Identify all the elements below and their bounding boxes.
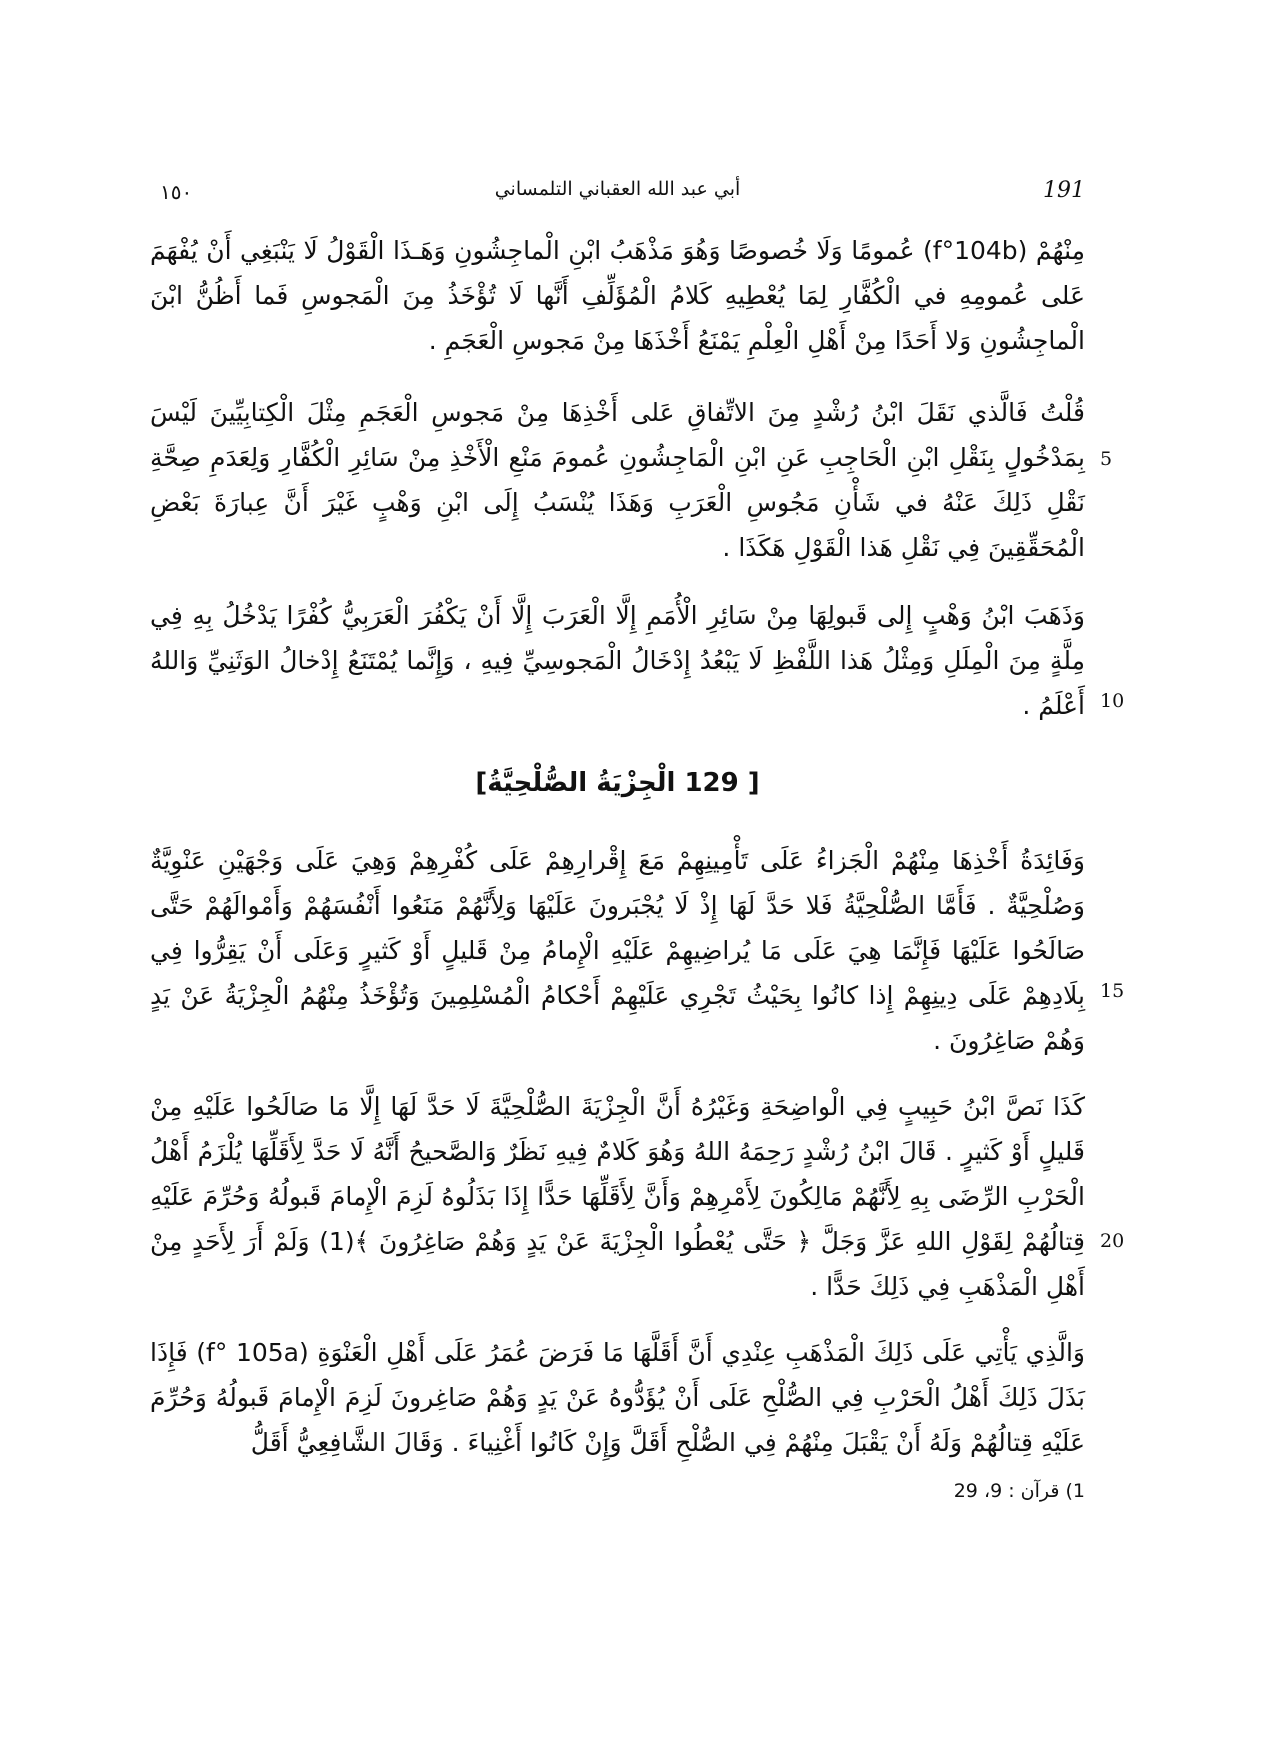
page-number-arabic: ١٥٠	[160, 180, 193, 204]
line-number: 5	[1100, 448, 1113, 470]
paragraph-6: وَالَّذِي يَأْتِي عَلَى ذَلِكَ الْمَذْهَبِ عِنْدِي أَنَّ أَقَلَّهَا مَا فَرَضَ عُمَرُ عَلَى أَهْلِ الْعَنْوَةِ (f° 105a) فَإِذَا بَذَلَ ذَلِكَ أَهْلُ الْحَرْبِ فِي الصُّلْحِ عَلَى أَنْ يُؤَدُّوهُ عَنْ يَدٍ وَهُمْ صَاغِرونَ لَزِمَ الْإِمامَ قَبولُهُ وَحُرِّمَ عَلَيْهِ قِتالُهُمْ وَلَهُ أَنْ يَقْبَلَ مِنْهُمْ فِي الصُّلْحِ أَقَلَّ وَإِنْ كَانُوا أَغْنِياءَ . وَقَالَ الشَّافِعِيُّ أَقَلُّ	[150, 1338, 1085, 1457]
paragraph-2: قُلْتُ فَالَّذي نَقَلَ ابْنُ رُشْدٍ مِنَ الاتِّفاقِ عَلى أَخْذِهَا مِنْ مَجوسِ الْعَجَمِ مِثْلَ الْكِتابِيِّينَ لَيْسَ بِمَدْخُولٍ بِنَقْلِ ابْنِ الْحَاجِبِ عَنِ ابْنِ الْمَاجِشُونِ عُمومَ مَنْعِ الْأَخْذِ مِنْ سَائِرِ الْكُفَّارِ وَلِعَدَمِ صِحَّةِ نَقْلِ ذَلِكَ عَنْهُ في شَأْنِ مَجُوسِ الْعَرَبِ وَهَذَا يُنْسَبُ إِلَى ابْنِ وَهْبٍ غَيْرَ أَنَّ عِبارَةَ بَعْضِ الْمُحَقِّقِينَ فِي نَقْلِ هَذا الْقَوْلِ هَكَذَا .	[150, 398, 1085, 562]
line-number: 15	[1100, 980, 1125, 1002]
line-number: 10	[1100, 690, 1125, 712]
paragraph-3: وَذَهَبَ ابْنُ وَهْبٍ إِلى قَبولِهَا مِنْ سَائِرِ الْأُمَمِ إِلَّا الْعَرَبَ إِلَّا أَنْ يَكْفُرَ الْعَرَبِيُّ كُفْرًا يَدْخُلُ بِهِ فِي مِلَّةٍ مِنَ الْمِلَلِ وَمِثْلُ هَذا اللَّفْظِ لَا يَبْعُدُ إِدْخَالُ الْمَجوسِيِّ فِيهِ ، وَإِنَّما يُمْتَنَعُ إِدْخالُ الوَثَنِيِّ وَاللهُ أَعْلَمُ .	[150, 601, 1085, 720]
running-head: أبي عبد الله العقباني التلمساني	[494, 178, 741, 200]
footnote: 1) قرآن : 9، 29	[953, 1480, 1085, 1502]
line-number: 20	[1100, 1230, 1125, 1252]
paragraph-4: وَفَائِدَةُ أَخْذِهَا مِنْهُمْ الْجَزاءُ عَلَى تَأْمِينِهِمْ مَعَ إِقْرارِهِمْ عَلَى كُفْرِهِمْ وَهِيَ عَلَى وَجْهَيْنِ عَنْوِيَّةٌ وَصُلْحِيَّةٌ . فَأَمَّا الصُّلْحِيَّةُ فَلا حَدَّ لَهَا إِذْ لَا يُجْبَرونَ عَلَيْهَا وَلِأَنَّهُمْ مَنَعُوا أَنْفُسَهُمْ وَأَمْوالَهُمْ حَتَّى صَالَحُوا عَلَيْهَا فَإِنَّمَا هِيَ عَلَى مَا يُراضِيهِمْ عَلَيْهِ الْإِمامُ مِنْ قَليلٍ أَوْ كَثيرٍ وَعَلَى أَنْ يَقِرُّوا فِي بِلَادِهِمْ عَلَى دِينِهِمْ إِذا كانُوا بِحَيْثُ تَجْرِي عَلَيْهِمْ أَحْكامُ الْمُسْلِمِينَ وَتُؤْخَذُ مِنْهُمُ الْجِزْيَةُ عَنْ يَدٍ وَهُمْ صَاغِرُونَ .	[150, 846, 1085, 1055]
page-header	[150, 178, 1085, 218]
paragraph-1: مِنْهُمْ (f°104b) عُمومًا وَلَا خُصوصًا وَهُوَ مَذْهَبُ ابْنِ الْماجِشُونِ وَهَـذَا الْقَوْلُ لَا يَنْبَغِي أَنْ يُفْهَمَ عَلى عُمومِهِ في الْكُفَّارِ لِمَا يُعْطِيهِ كَلامُ الْمُؤَلِّفِ أَنَّها لَا تُؤْخَذُ مِنَ الْمَجوسِ فَما أَظُنُّ ابْنَ الْماجِشُونِ وَلا أَحَدًا مِنْ أَهْلِ الْعِلْمِ يَمْنَعُ أَخْذَهَا مِنْ مَجوسِ الْعَجَمِ .	[150, 236, 1086, 355]
page-number-latin: 191	[1043, 178, 1085, 203]
paragraph-5: كَذَا نَصَّ ابْنُ حَبِيبٍ فِي الْواضِحَةِ وَغَيْرُهُ أَنَّ الْجِزْيَةَ الصُّلْحِيَّةَ لَا حَدَّ لَهَا إِلَّا مَا صَالَحُوا عَلَيْهِ مِنْ قَليلٍ أَوْ كَثيرٍ . قَالَ ابْنُ رُشْدٍ رَحِمَهُ اللهُ وَهُوَ كَلامٌ فِيهِ نَظَرٌ وَالصَّحيحُ أَنَّهُ لَا حَدَّ لِأَقَلِّهَا يُلْزَمُ أَهْلُ الْحَرْبِ الرِّضَى بِهِ لِأَنَّهُمْ مَالِكُونَ لِأَمْرِهِمْ وَأَنَّ لِأَقَلِّهَا حَدًّا إِذَا بَذَلُوهُ لَزِمَ الْإِمامَ قَبولُهُ وَحُرِّمَ عَلَيْهِ قِتالُهُمْ لِقَوْلِ اللهِ عَزَّ وَجَلَّ ﴿ حَتَّى يُعْطُوا الْجِزْيَةَ عَنْ يَدٍ وَهُمْ صَاغِرُونَ ﴾(1) وَلَمْ أَرَ لِأَحَدٍ مِنْ أَهْلِ الْمَذْهَبِ فِي ذَلِكَ حَدًّا .	[150, 1092, 1085, 1301]
section-heading: [ 129 الْجِزْيَةُ الصُّلْحِيَّةُ]	[475, 768, 760, 798]
